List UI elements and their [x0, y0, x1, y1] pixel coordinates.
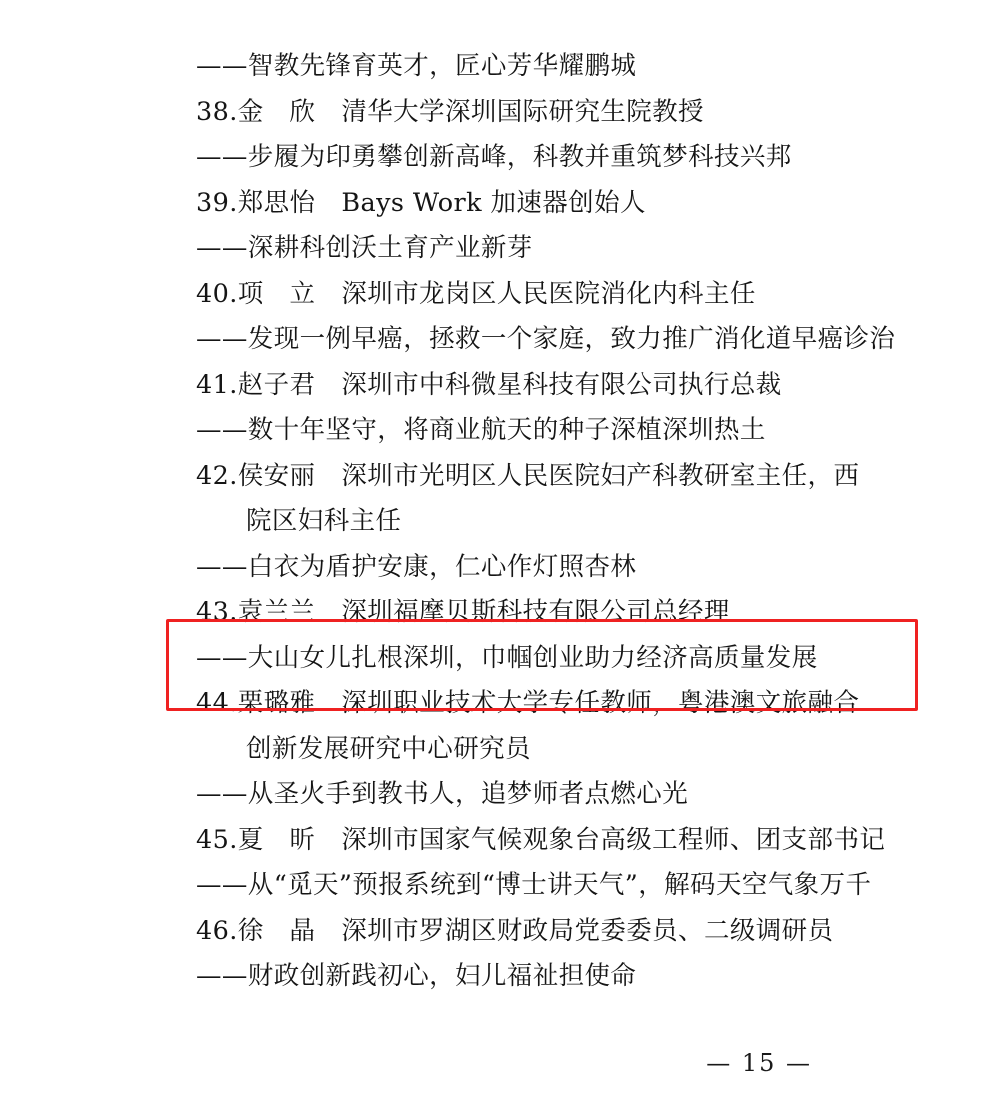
list-item: 41.赵子君 深圳市中科微星科技有限公司执行总裁 — [196, 369, 782, 400]
list-item: ——白衣为盾护安康，仁心作灯照杏林 — [196, 551, 637, 582]
list-item-continuation: 创新发展研究中心研究员 — [246, 733, 531, 764]
list-item: 44.栗璐雅 深圳职业技术大学专任教师，粤港澳文旅融合 — [196, 688, 860, 718]
page-number: — 15 — — [706, 1049, 812, 1077]
list-item: 46.徐 晶 深圳市罗湖区财政局党委委员、二级调研员 — [196, 915, 834, 946]
list-item: 38.金 欣 清华大学深圳国际研究生院教授 — [196, 96, 704, 127]
list-item: ——从“觅天”预报系统到“博士讲天气”，解码天空气象万千 — [196, 870, 872, 900]
list-item: ——发现一例早癌，拯救一个家庭，致力推广消化道早癌诊治 — [196, 324, 896, 354]
list-item: 45.夏 昕 深圳市国家气候观象台高级工程师、团支部书记 — [196, 824, 886, 855]
list-item: 39.郑思怡 Bays Work 加速器创始人 — [196, 187, 646, 218]
list-item-highlighted: 43.袁兰兰 深圳福摩贝斯科技有限公司总经理 — [196, 597, 730, 627]
list-item: 42.侯安丽 深圳市光明区人民医院妇产科教研室主任，西 — [196, 460, 860, 491]
document-body — [196, 44, 896, 1000]
list-item: ——深耕科创沃土育产业新芽 — [196, 233, 533, 263]
list-item: ——智教先锋育英才，匠心芳华耀鹏城 — [196, 51, 637, 81]
list-item-continuation: 院区妇科主任 — [246, 506, 402, 536]
list-item: ——数十年坚守，将商业航天的种子深植深圳热土 — [196, 415, 766, 445]
list-item-highlighted: ——大山女儿扎根深圳，巾帼创业助力经济高质量发展 — [196, 642, 818, 673]
list-item: 40.项 立 深圳市龙岗区人民医院消化内科主任 — [196, 278, 756, 309]
list-item: ——从圣火手到教书人，追梦师者点燃心光 — [196, 779, 689, 809]
list-item: ——步履为印勇攀创新高峰，科教并重筑梦科技兴邦 — [196, 142, 792, 172]
list-item: ——财政创新践初心，妇儿福祉担使命 — [196, 961, 637, 991]
